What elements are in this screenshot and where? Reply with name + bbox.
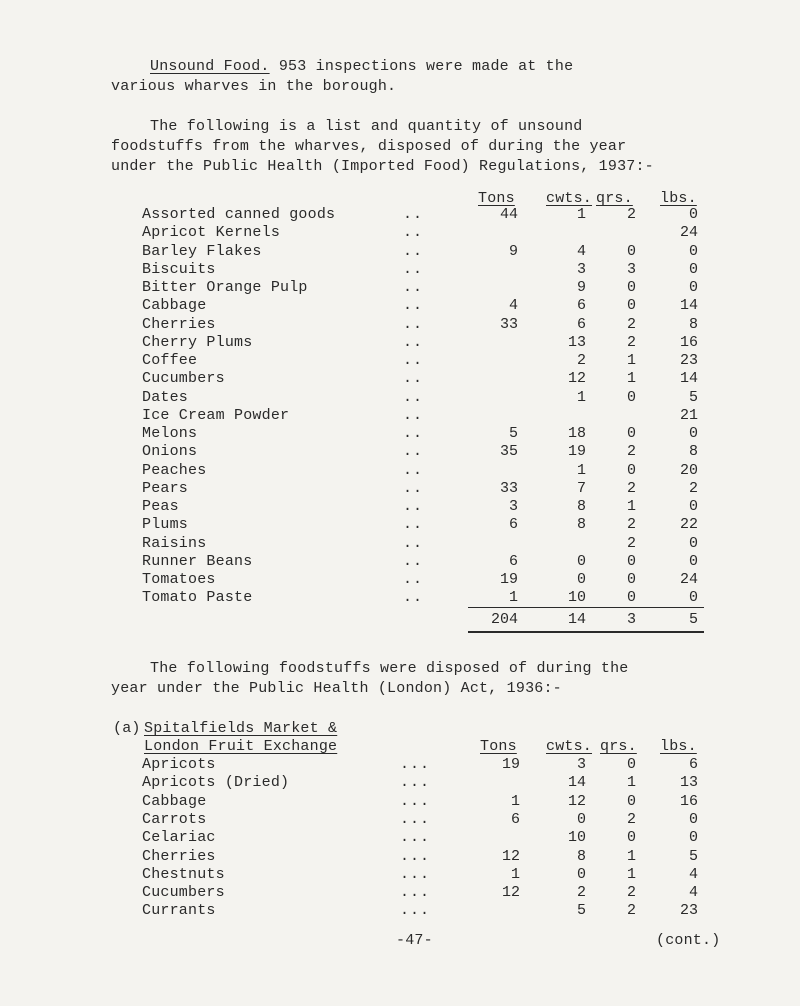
intro-line-1 [150,58,573,76]
table1-cell-lbs: 20 [679,462,698,479]
table1-cell-qrs: 1 [626,498,636,515]
table1-cell-cwts: 6 [576,297,586,314]
table1-cell-cwts: 1 [576,462,586,479]
table1-row-name: Peas [142,498,179,515]
table1-header-tons: Tons [478,190,515,207]
leader-dots: .. [403,316,424,333]
table2-cell-lbs: 6 [688,756,698,773]
leader-dots: ... [400,793,431,810]
table1-cell-cwts: 12 [567,370,586,387]
leader-dots: .. [403,498,424,515]
table1-row-name: Tomatoes [142,571,216,588]
table1-cell-cwts: 8 [576,498,586,515]
para2-line-1: The following foodstuffs were disposed of during the [150,660,629,677]
leader-dots: .. [403,206,424,223]
table1-row-name: Coffee [142,352,198,369]
table1-cell-tons: 44 [499,206,518,223]
table1-cell-cwts: 4 [576,243,586,260]
leader-dots: .. [403,480,424,497]
intro-line-1-rest: 953 inspections were made at the [269,58,574,75]
table1-row-name: Peaches [142,462,207,479]
para2-line-2: year under the Public Health (London) Act, 1936:- [111,680,562,697]
table1-cell-qrs: 0 [626,279,636,296]
table1-cell-tons: 9 [508,243,518,260]
leader-dots: .. [403,279,424,296]
table2-row-name: Cherries [142,848,216,865]
leader-dots: .. [403,370,424,387]
table1-cell-lbs: 0 [688,206,698,223]
table2-cell-cwts: 14 [567,774,586,791]
table2-row-name: Chestnuts [142,866,225,883]
table2-cell-qrs: 2 [626,811,636,828]
table1-cell-cwts: 0 [576,571,586,588]
leader-dots: ... [400,774,431,791]
table1-cell-qrs: 0 [626,243,636,260]
table1-cell-cwts: 18 [567,425,586,442]
table1-cell-qrs: 0 [626,589,636,606]
table1-cell-lbs: 0 [688,498,698,515]
table1-cell-lbs: 2 [688,480,698,497]
section-heading: Unsound Food. [150,58,270,75]
table2-cell-lbs: 0 [688,829,698,846]
table1-cell-lbs: 21 [679,407,698,424]
table1-row-name: Plums [142,516,189,533]
table2-cell-qrs: 0 [626,829,636,846]
table1-cell-tons: 1 [508,589,518,606]
table1-cell-qrs: 2 [626,206,636,223]
page-number: -47- [396,932,433,949]
table1-cell-qrs: 1 [626,370,636,387]
table1-cell-lbs: 14 [679,370,698,387]
leader-dots: .. [403,352,424,369]
table1-cell-cwts: 13 [567,334,586,351]
table1-cell-cwts: 6 [576,316,586,333]
table2-cell-cwts: 3 [576,756,586,773]
table1-cell-lbs: 16 [679,334,698,351]
table1-cell-cwts: 3 [576,261,586,278]
table1-cell-qrs: 1 [626,352,636,369]
table1-cell-cwts: 1 [576,389,586,406]
table2-section-line-2: London Fruit Exchange [144,738,338,755]
table2-cell-cwts: 8 [576,848,586,865]
table2-row-name: Apricots (Dried) [142,774,290,791]
leader-dots: .. [403,516,424,533]
table1-row-name: Assorted canned goods [142,206,336,223]
leader-dots: .. [403,553,424,570]
table1-cell-lbs: 0 [688,425,698,442]
table2-cell-lbs: 23 [679,902,698,919]
leader-dots: .. [403,224,424,241]
table2-row-name: Celariac [142,829,216,846]
leader-dots: ... [400,829,431,846]
table2-cell-qrs: 1 [626,866,636,883]
table2-cell-cwts: 2 [576,884,586,901]
table1-cell-lbs: 8 [688,443,698,460]
table1-header-lbs: lbs. [660,190,697,207]
table2-cell-qrs: 0 [626,756,636,773]
table1-cell-lbs: 0 [688,279,698,296]
table1-row-name: Onions [142,443,198,460]
table2-cell-qrs: 2 [626,884,636,901]
table2-cell-lbs: 16 [679,793,698,810]
table1-cell-cwts: 0 [576,553,586,570]
table1-row-name: Cabbage [142,297,207,314]
table1-cell-lbs: 24 [679,224,698,241]
table1-row-name: Melons [142,425,198,442]
table1-cell-lbs: 23 [679,352,698,369]
table1-cell-tons: 6 [508,553,518,570]
leader-dots: .. [403,462,424,479]
table1-cell-lbs: 0 [688,535,698,552]
table1-cell-qrs: 0 [626,297,636,314]
table2-cell-cwts: 5 [576,902,586,919]
table2-section-line-1: Spitalfields Market & [144,720,338,737]
table2-header-tons: Tons [480,738,517,755]
table1-cell-qrs: 2 [626,334,636,351]
table1-cell-qrs: 2 [626,535,636,552]
leader-dots: .. [403,297,424,314]
leader-dots: .. [403,535,424,552]
table1-cell-qrs: 2 [626,443,636,460]
table1-total-qrs: 3 [626,611,636,628]
table1-row-name: Apricot Kernels [142,224,281,241]
table1-cell-tons: 5 [508,425,518,442]
table1-row-name: Bitter Orange Pulp [142,279,308,296]
table1-total-cwts: 14 [567,611,586,628]
table2-cell-tons: 19 [501,756,520,773]
table2-section-label: (a) [113,720,141,737]
para1-line-3: under the Public Health (Imported Food) Regulations, 1937:- [111,158,654,175]
table1-cell-lbs: 8 [688,316,698,333]
table2-cell-cwts: 0 [576,811,586,828]
para1-line-1: The following is a list and quantity of unsound [150,118,583,135]
leader-dots: ... [400,848,431,865]
table1-cell-cwts: 1 [576,206,586,223]
table1-cell-lbs: 0 [688,261,698,278]
table1-row-name: Biscuits [142,261,216,278]
table1-cell-lbs: 5 [688,389,698,406]
table2-cell-qrs: 1 [626,848,636,865]
leader-dots: .. [403,443,424,460]
table1-cell-qrs: 0 [626,553,636,570]
table1-cell-qrs: 2 [626,316,636,333]
table2-cell-lbs: 13 [679,774,698,791]
table1-cell-qrs: 3 [626,261,636,278]
table2-cell-tons: 12 [501,848,520,865]
table2-cell-lbs: 4 [688,866,698,883]
table2-row-name: Cabbage [142,793,207,810]
table1-cell-qrs: 0 [626,462,636,479]
table2-cell-lbs: 0 [688,811,698,828]
table1-cell-cwts: 10 [567,589,586,606]
table1-cell-tons: 35 [499,443,518,460]
leader-dots: .. [403,389,424,406]
table1-cell-tons: 33 [499,480,518,497]
table1-cell-lbs: 0 [688,243,698,260]
leader-dots: ... [400,756,431,773]
table1-cell-cwts: 2 [576,352,586,369]
table1-cell-qrs: 2 [626,516,636,533]
table1-cell-qrs: 0 [626,389,636,406]
table1-cell-tons: 6 [508,516,518,533]
leader-dots: .. [403,571,424,588]
table1-cell-lbs: 14 [679,297,698,314]
table1-row-name: Pears [142,480,189,497]
table2-row-name: Cucumbers [142,884,225,901]
total-rule [468,631,704,633]
table2-cell-cwts: 10 [567,829,586,846]
table1-cell-qrs: 2 [626,480,636,497]
table2-row-name: Currants [142,902,216,919]
leader-dots: ... [400,866,431,883]
table2-cell-lbs: 4 [688,884,698,901]
table1-cell-tons: 33 [499,316,518,333]
table1-cell-cwts: 7 [576,480,586,497]
table1-row-name: Cherry Plums [142,334,253,351]
table2-cell-tons: 6 [510,811,520,828]
leader-dots: .. [403,243,424,260]
table2-cell-lbs: 5 [688,848,698,865]
continued-note: (cont.) [656,932,721,949]
intro-line-2: various wharves in the borough. [111,78,397,95]
table1-cell-lbs: 0 [688,589,698,606]
table1-row-name: Raisins [142,535,207,552]
leader-dots: .. [403,334,424,351]
table2-cell-qrs: 1 [626,774,636,791]
table2-header-lbs: lbs. [660,738,697,755]
table1-row-name: Barley Flakes [142,243,262,260]
table2-cell-qrs: 2 [626,902,636,919]
table1-row-name: Cucumbers [142,370,225,387]
table1-cell-tons: 4 [508,297,518,314]
table1-row-name: Runner Beans [142,553,253,570]
table2-cell-qrs: 0 [626,793,636,810]
leader-dots: .. [403,261,424,278]
table1-row-name: Ice Cream Powder [142,407,290,424]
table1-row-name: Tomato Paste [142,589,253,606]
table1-cell-lbs: 22 [679,516,698,533]
table1-cell-tons: 3 [508,498,518,515]
table1-total-lbs: 5 [688,611,698,628]
table1-row-name: Cherries [142,316,216,333]
table2-row-name: Apricots [142,756,216,773]
table2-header-qrs: qrs. [600,738,637,755]
table1-cell-cwts: 19 [567,443,586,460]
table1-row-name: Dates [142,389,189,406]
subtotal-rule [468,607,704,608]
leader-dots: .. [403,425,424,442]
leader-dots: .. [403,407,424,424]
table1-cell-qrs: 0 [626,571,636,588]
table1-header-qrs: qrs. [596,190,633,207]
leader-dots: ... [400,811,431,828]
table2-cell-tons: 1 [510,866,520,883]
table1-cell-cwts: 8 [576,516,586,533]
table2-cell-cwts: 12 [567,793,586,810]
para1-line-2: foodstuffs from the wharves, disposed of during the year [111,138,627,155]
table1-cell-cwts: 9 [576,279,586,296]
table1-header-cwts: cwts. [546,190,593,207]
table2-cell-tons: 12 [501,884,520,901]
leader-dots: ... [400,884,431,901]
table2-cell-tons: 1 [510,793,520,810]
table2-cell-cwts: 0 [576,866,586,883]
table1-cell-lbs: 24 [679,571,698,588]
table1-total-tons: 204 [490,611,518,628]
table1-cell-qrs: 0 [626,425,636,442]
table1-cell-lbs: 0 [688,553,698,570]
table1-cell-tons: 19 [499,571,518,588]
leader-dots: ... [400,902,431,919]
table2-header-cwts: cwts. [546,738,593,755]
leader-dots: .. [403,589,424,606]
table2-row-name: Carrots [142,811,207,828]
